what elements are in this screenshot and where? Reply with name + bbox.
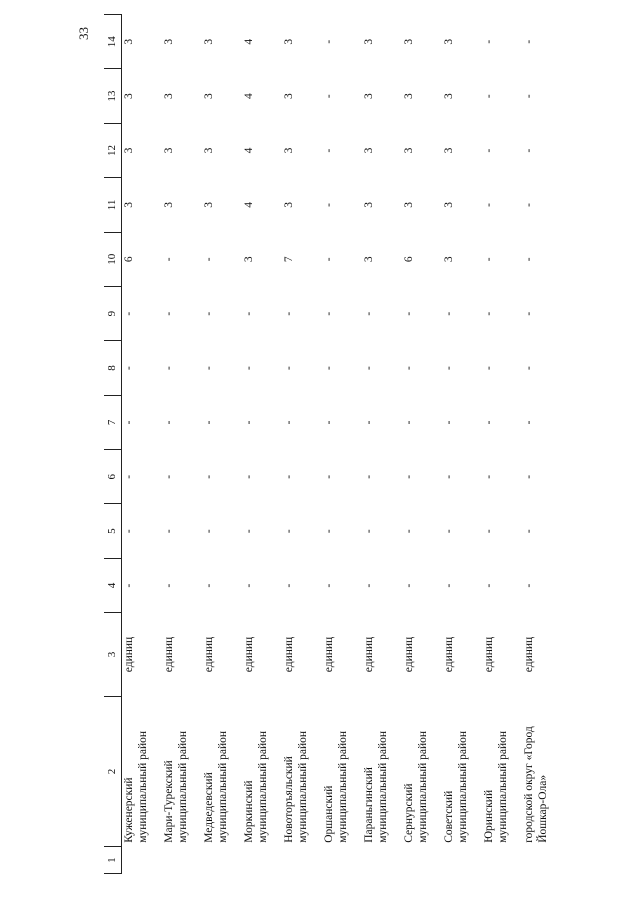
value-cell-c5: -: [323, 529, 335, 534]
municipality-type: муниципальный район: [337, 730, 350, 843]
row-number-cell: [522, 847, 562, 874]
value-cell-c11: 4: [243, 202, 255, 208]
value-cell-c11: -: [323, 203, 335, 207]
value-cell-c10: -: [163, 257, 175, 262]
value-cell-c6: -: [123, 474, 135, 479]
value-cell-c13: 3: [203, 93, 215, 100]
column-number: 1: [104, 847, 122, 874]
value-cell-c12: -: [323, 148, 335, 153]
value-cell-c5: -: [443, 529, 455, 534]
value-cell-c14: 3: [443, 38, 455, 45]
value-cell-c9: -: [163, 311, 175, 316]
table-row: [402, 15, 442, 874]
column-number: 8: [104, 341, 122, 395]
value-cell-c7: -: [283, 420, 295, 425]
value-cell-c14: 3: [283, 38, 295, 45]
value-cell-c14: -: [323, 39, 335, 44]
value-cell-c11: -: [523, 203, 535, 207]
value-cell-c4: -: [123, 583, 135, 588]
row-number-cell: [322, 847, 362, 874]
value-cell-c6: -: [483, 474, 495, 479]
table-row: [282, 15, 322, 874]
value-cell-c5: -: [243, 529, 255, 534]
value-cell-c12: 3: [163, 147, 175, 154]
value-cell-c11: 3: [403, 202, 415, 208]
value-cell-c7: -: [523, 420, 535, 425]
column-number-row: [104, 15, 122, 874]
value-cell-c11: 3: [283, 202, 295, 208]
column-number: 13: [104, 69, 122, 123]
column-number: 12: [104, 123, 122, 177]
indicator-table: [104, 14, 562, 874]
municipality-name: Сернурский: [403, 783, 415, 843]
value-cell-c4: -: [523, 583, 535, 588]
municipality-name: Юринский: [483, 789, 495, 843]
value-cell-c8: -: [403, 366, 415, 370]
value-cell-c9: -: [323, 311, 335, 316]
value-cell-c9: -: [123, 311, 135, 316]
value-cell-c12: 3: [283, 147, 295, 154]
municipality-name: Куженерский: [123, 777, 135, 843]
municipality-type: муниципальный район: [377, 730, 390, 843]
value-cell-c12: 3: [203, 147, 215, 154]
municipality-name-cell: [162, 696, 202, 846]
municipality-type: муниципальный район: [497, 730, 510, 843]
value-cell-c10: 6: [403, 256, 415, 263]
value-cell-c14: 3: [203, 38, 215, 45]
municipality-name-cell: [202, 696, 242, 846]
value-cell-c11: -: [483, 203, 495, 207]
value-cell-c11: 3: [123, 202, 135, 208]
value-cell-c6: -: [363, 474, 375, 479]
value-cell-c14: 4: [243, 38, 255, 45]
row-number-cell: [122, 847, 163, 874]
municipality-name: Советский: [443, 790, 455, 843]
table-row: [522, 15, 562, 874]
value-cell-c4: -: [443, 583, 455, 588]
value-cell-c8: -: [443, 366, 455, 370]
value-cell-c9: -: [483, 311, 495, 316]
value-cell-c13: 3: [363, 93, 375, 100]
table-row: [202, 15, 242, 874]
value-cell-c13: -: [323, 94, 335, 99]
value-cell-c14: 3: [363, 38, 375, 45]
value-cell-c13: 3: [283, 93, 295, 100]
unit-cell: единиц: [163, 636, 175, 673]
value-cell-c5: -: [203, 529, 215, 534]
value-cell-c5: -: [123, 529, 135, 534]
value-cell-c6: -: [163, 474, 175, 479]
table-row: [242, 15, 282, 874]
value-cell-c11: 3: [163, 202, 175, 208]
value-cell-c10: -: [203, 257, 215, 262]
municipality-name: Мари-Турекский: [163, 760, 175, 843]
municipality-name-cell: [122, 696, 163, 846]
value-cell-c7: -: [123, 420, 135, 425]
unit-cell: единиц: [203, 636, 215, 673]
column-number: 4: [104, 558, 122, 612]
value-cell-c7: -: [243, 420, 255, 425]
table-row: [482, 15, 522, 874]
value-cell-c4: -: [283, 583, 295, 588]
municipality-type: муниципальный район: [217, 730, 230, 843]
table-row: [362, 15, 402, 874]
value-cell-c9: -: [443, 311, 455, 316]
value-cell-c9: -: [523, 311, 535, 316]
value-cell-c8: -: [323, 366, 335, 370]
value-cell-c8: -: [123, 366, 135, 370]
table-row: [162, 15, 202, 874]
value-cell-c13: 3: [443, 93, 455, 100]
value-cell-c6: -: [243, 474, 255, 479]
table-body: [122, 15, 563, 874]
value-cell-c7: -: [163, 420, 175, 425]
value-cell-c6: -: [323, 474, 335, 479]
value-cell-c13: 3: [403, 93, 415, 100]
value-cell-c11: 3: [363, 202, 375, 208]
value-cell-c5: -: [363, 529, 375, 534]
value-cell-c14: 3: [163, 38, 175, 45]
value-cell-c10: -: [523, 257, 535, 262]
value-cell-c8: -: [163, 366, 175, 370]
value-cell-c9: -: [243, 311, 255, 316]
row-number-cell: [362, 847, 402, 874]
municipality-type: муниципальный район: [417, 730, 430, 843]
municipality-name-cell: [282, 696, 322, 846]
value-cell-c12: 3: [403, 147, 415, 154]
municipality-name: Моркинский: [243, 780, 255, 843]
value-cell-c11: 3: [203, 202, 215, 208]
value-cell-c13: 3: [163, 93, 175, 100]
value-cell-c9: -: [403, 311, 415, 316]
column-number: 3: [104, 613, 122, 697]
municipality-name: Параньгинский: [363, 767, 375, 843]
row-number-cell: [482, 847, 522, 874]
municipality-name-cell: [522, 696, 562, 846]
value-cell-c9: -: [283, 311, 295, 316]
value-cell-c10: 7: [283, 256, 295, 263]
value-cell-c13: 4: [243, 93, 255, 100]
value-cell-c7: -: [363, 420, 375, 425]
unit-cell: единиц: [243, 636, 255, 673]
value-cell-c6: -: [403, 474, 415, 479]
value-cell-c10: -: [323, 257, 335, 262]
column-number: 5: [104, 504, 122, 558]
value-cell-c12: -: [483, 148, 495, 153]
value-cell-c14: 3: [403, 38, 415, 45]
row-number-cell: [162, 847, 202, 874]
column-number: 2: [104, 696, 122, 846]
value-cell-c6: -: [203, 474, 215, 479]
table-row: [442, 15, 482, 874]
value-cell-c14: 3: [123, 38, 135, 45]
municipality-name-cell: [442, 696, 482, 846]
value-cell-c10: 3: [443, 256, 455, 263]
value-cell-c10: 3: [363, 256, 375, 263]
value-cell-c12: 3: [363, 147, 375, 154]
unit-cell: единиц: [323, 636, 335, 673]
value-cell-c6: -: [283, 474, 295, 479]
unit-cell: единиц: [363, 636, 375, 673]
value-cell-c10: -: [483, 257, 495, 262]
unit-cell: единиц: [483, 636, 495, 673]
value-cell-c8: -: [283, 366, 295, 370]
value-cell-c13: -: [523, 94, 535, 99]
column-number: 7: [104, 395, 122, 449]
column-number: 14: [104, 15, 122, 69]
value-cell-c13: -: [483, 94, 495, 99]
municipality-name-cell: [362, 696, 402, 846]
value-cell-c8: -: [243, 366, 255, 370]
value-cell-c12: -: [523, 148, 535, 153]
value-cell-c4: -: [483, 583, 495, 588]
value-cell-c8: -: [363, 366, 375, 370]
municipality-name: Медведевский: [203, 772, 215, 843]
value-cell-c10: 6: [123, 256, 135, 263]
municipality-type: муниципальный район: [297, 730, 310, 843]
value-cell-c12: 3: [123, 147, 135, 154]
unit-cell: единиц: [123, 636, 135, 673]
value-cell-c7: -: [483, 420, 495, 425]
table-row: [122, 15, 163, 874]
value-cell-c5: -: [163, 529, 175, 534]
value-cell-c7: -: [323, 420, 335, 425]
value-cell-c7: -: [443, 420, 455, 425]
value-cell-c13: 3: [123, 93, 135, 100]
municipality-type: муниципальный район: [137, 730, 150, 843]
value-cell-c6: -: [443, 474, 455, 479]
value-cell-c10: 3: [243, 256, 255, 263]
municipality-name: городской округ «Город: [523, 726, 535, 843]
municipality-type: муниципальный район: [257, 730, 270, 843]
row-number-cell: [202, 847, 242, 874]
value-cell-c5: -: [523, 529, 535, 534]
municipality-type: муниципальный район: [457, 730, 470, 843]
row-number-cell: [442, 847, 482, 874]
row-number-cell: [402, 847, 442, 874]
value-cell-c4: -: [163, 583, 175, 588]
municipality-type: муниципальный район: [177, 730, 190, 843]
value-cell-c8: -: [203, 366, 215, 370]
value-cell-c7: -: [403, 420, 415, 425]
value-cell-c5: -: [483, 529, 495, 534]
value-cell-c4: -: [323, 583, 335, 588]
value-cell-c4: -: [203, 583, 215, 588]
unit-cell: единиц: [523, 636, 535, 673]
value-cell-c4: -: [243, 583, 255, 588]
value-cell-c9: -: [363, 311, 375, 316]
municipality-name: Новоторъяльский: [283, 756, 295, 843]
page-number: 33: [76, 27, 91, 40]
row-number-cell: [282, 847, 322, 874]
unit-cell: единиц: [403, 636, 415, 673]
municipality-name-cell: [322, 696, 362, 846]
value-cell-c12: 3: [443, 147, 455, 154]
municipality-type: Йошкар-Ола»: [537, 774, 550, 843]
unit-cell: единиц: [283, 636, 295, 673]
table-row: [322, 15, 362, 874]
value-cell-c5: -: [403, 529, 415, 534]
value-cell-c12: 4: [243, 147, 255, 154]
column-number: 6: [104, 450, 122, 504]
row-number-cell: [242, 847, 282, 874]
value-cell-c6: -: [523, 474, 535, 479]
column-number: 9: [104, 286, 122, 340]
value-cell-c5: -: [283, 529, 295, 534]
column-number: 10: [104, 232, 122, 286]
value-cell-c11: 3: [443, 202, 455, 208]
municipality-name-cell: [402, 696, 442, 846]
unit-cell: единиц: [443, 636, 455, 673]
column-number: 11: [104, 178, 122, 232]
value-cell-c4: -: [363, 583, 375, 588]
value-cell-c9: -: [203, 311, 215, 316]
municipality-name: Оршанский: [323, 785, 335, 843]
value-cell-c7: -: [203, 420, 215, 425]
value-cell-c8: -: [523, 366, 535, 370]
rotated-table-container: [104, 14, 562, 874]
value-cell-c4: -: [403, 583, 415, 588]
municipality-name-cell: [482, 696, 522, 846]
value-cell-c8: -: [483, 366, 495, 370]
value-cell-c14: -: [523, 39, 535, 44]
value-cell-c14: -: [483, 39, 495, 44]
municipality-name-cell: [242, 696, 282, 846]
